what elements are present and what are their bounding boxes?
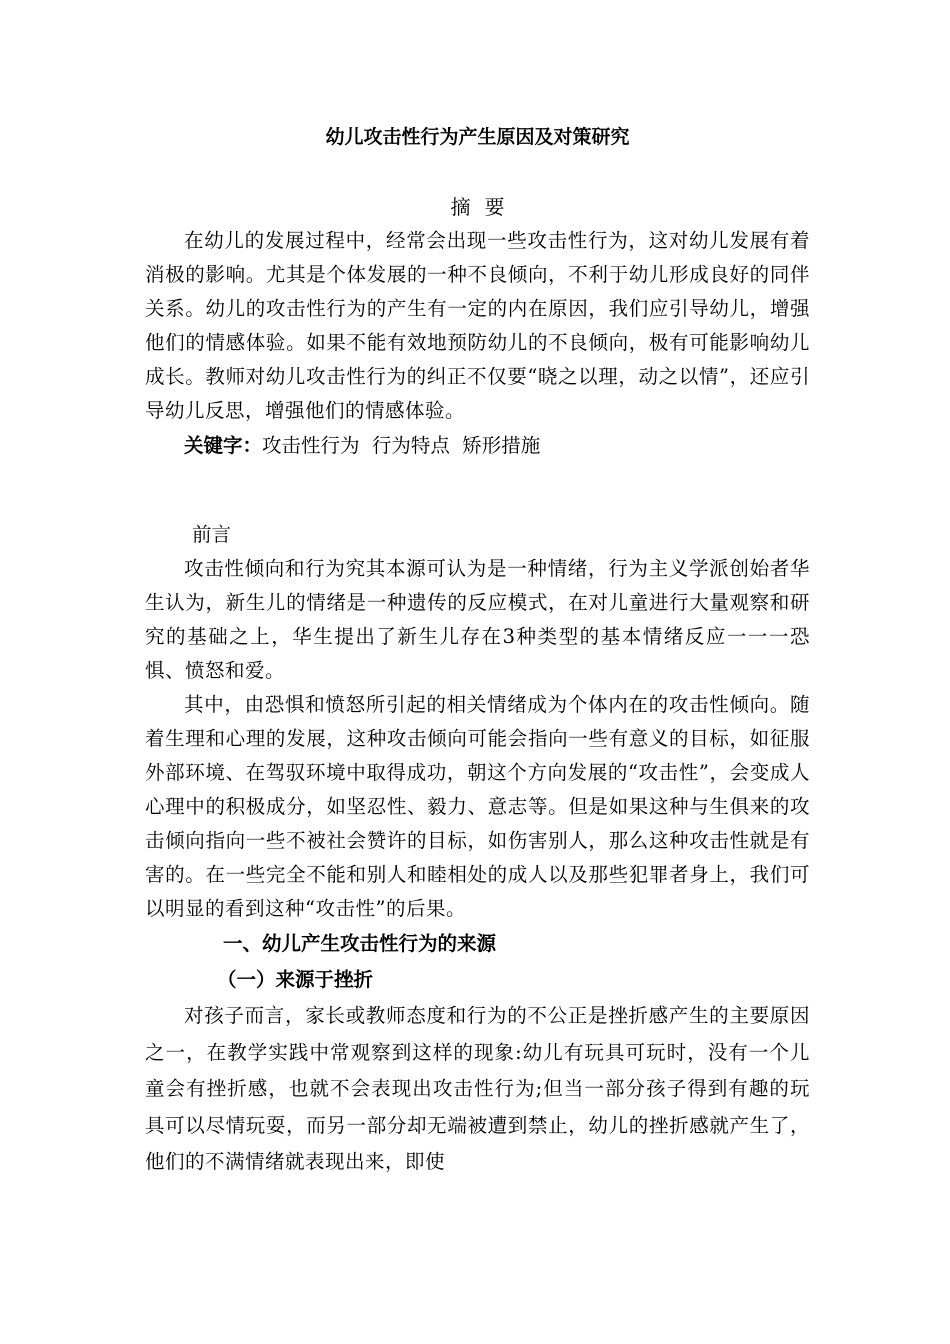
section-1-sub-1-heading: （一）来源于挫折 [217,968,374,991]
preface-paragraph-1: 攻击性倾向和行为究其本源可认为是一种情绪，行为主义学派创始者华生认为，新生儿的情绪是一种遗传的反应模式，在对儿童进行大量观察和研究的基础之上，华生提出了新生儿存在3种类型的基本情绪反应一一一恐惧、愤怒和爱。 [145,557,810,682]
preface-heading: 前言 [192,523,232,546]
abstract-heading: 摘要 [450,195,519,219]
keywords-label: 关键字： [184,434,263,457]
keywords-line [145,428,810,464]
section-1-sub-1-text: 对孩子而言，家长或教师态度和行为的不公正是挫折感产生的主要原因之一，在教学实践中常观察到这样的现象:幼儿有玩具可玩时，没有一个儿童会有挫折感，也就不会表现出攻击性行为;但当一部分孩子得到有趣的玩具可以尽情玩耍，而另一部分却无端被遭到禁止，幼儿的挫折感就产生了，他们的不满情绪就表现出来，即使 [145,1004,810,1173]
document-page [145,118,810,1181]
document-title: 幼儿攻击性行为产生原因及对策研究 [325,126,630,148]
keywords-text: 攻击性行为 行为特点 矫形措施 [262,434,541,457]
abstract-text: 在幼儿的发展过程中，经常会出现一些攻击性行为，这对幼儿发展有着消极的影响。尤其是个体发展的一种不良倾向，不利于幼儿形成良好的同伴关系。幼儿的攻击性行为的产生有一定的内在原因，我们应引导幼儿，增强他们的情感体验。如果不能有效地预防幼儿的不良倾向，极有可能影响幼儿成长。教师对幼儿攻击性行为的纠正不仅要“晓之以理，动之以情”，还应引导幼儿反思，增强他们的情感体验。 [145,229,810,422]
section-1-heading: 一、幼儿产生攻击性行为的来源 [223,932,497,955]
preface-paragraph-2: 其中，由恐惧和愤怒所引起的相关情绪成为个体内在的攻击性倾向。随着生理和心理的发展，这种攻击倾向可能会指向一些有意义的目标，如征服外部环境、在驾驭环境中取得成功，朝这个方向发展的“攻击性”，会变成人心理中的积极成分，如坚忍性、毅力、意志等。但是如果这种与生俱来的攻击倾向指向一些不被社会赞许的目标，如伤害别人，那么这种攻击性就是有害的。在一些完全不能和别人和睦相处的成人以及那些犯罪者身上，我们可以明显的看到这种“攻击性”的后果。 [145,693,810,920]
